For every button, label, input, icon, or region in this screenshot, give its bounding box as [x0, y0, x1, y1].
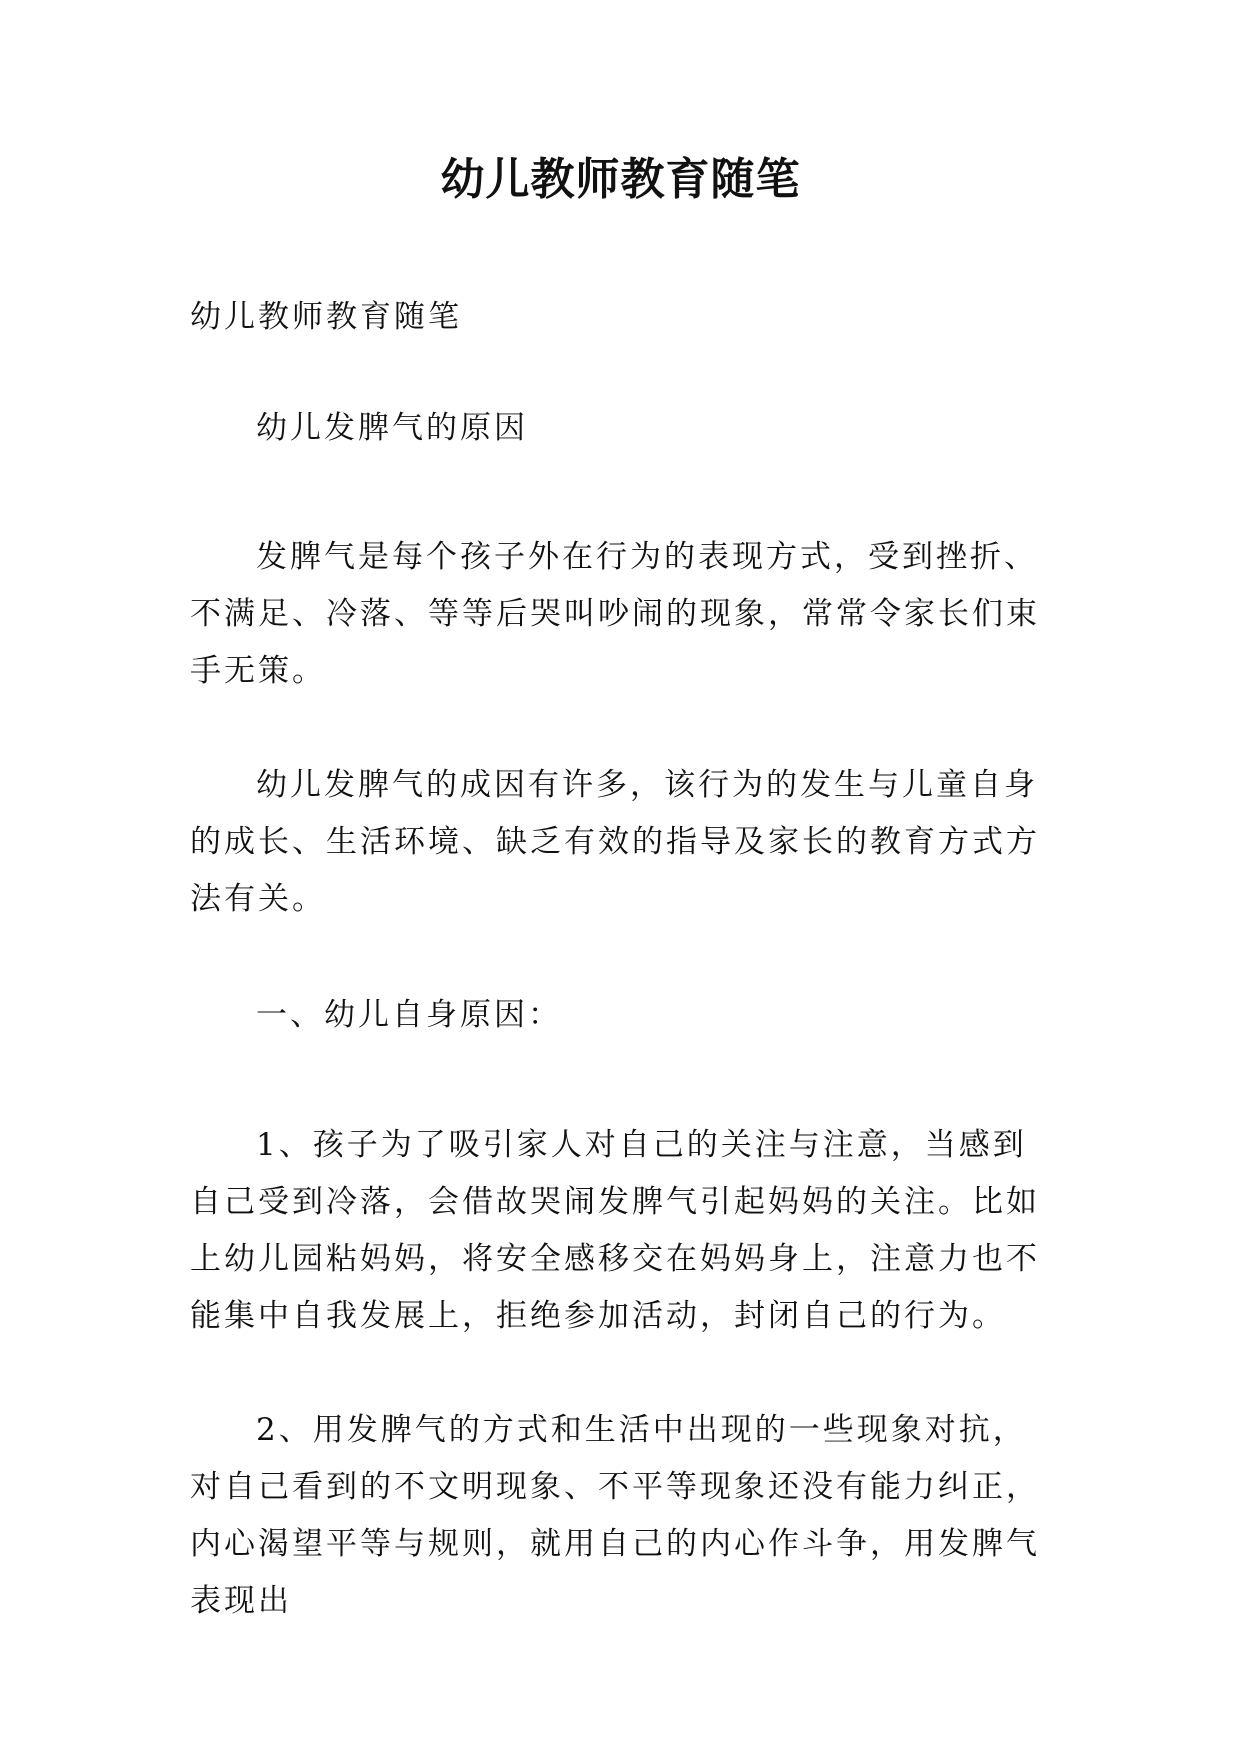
paragraph-definition: 发脾气是每个孩子外在行为的表现方式，受到挫折、不满足、冷落、等等后哭叫吵闹的现象，常常令家长们束手无策。	[190, 539, 1040, 689]
section-heading-reasons: 幼儿发脾气的原因	[256, 410, 528, 446]
document-title: 幼儿教师教育随笔	[440, 154, 801, 205]
paragraph-causes: 幼儿发脾气的成因有许多，该行为的发生与儿童自身的成长、生活环境、缺乏有效的指导及家长的教育方式方法有关。	[190, 767, 1040, 917]
subtitle-paragraph: 幼儿教师教育随笔	[190, 299, 462, 335]
section-heading-self-reasons: 一、幼儿自身原因：	[256, 997, 562, 1033]
paragraph-point-2: 2、用发脾气的方式和生活中出现的一些现象对抗，对自己看到的不文明现象、不平等现象还没有能力纠正，内心渴望平等与规则，就用自己的内心作斗争，用发脾气表现出	[190, 1412, 1040, 1619]
paragraph-point-1: 1、孩子为了吸引家人对自己的关注与注意，当感到自己受到冷落，会借故哭闹发脾气引起妈妈的关注。比如上幼儿园粘妈妈，将安全感移交在妈妈身上，注意力也不能集中自我发展上，拒绝参加活动，封闭自己的行为。	[190, 1127, 1040, 1334]
